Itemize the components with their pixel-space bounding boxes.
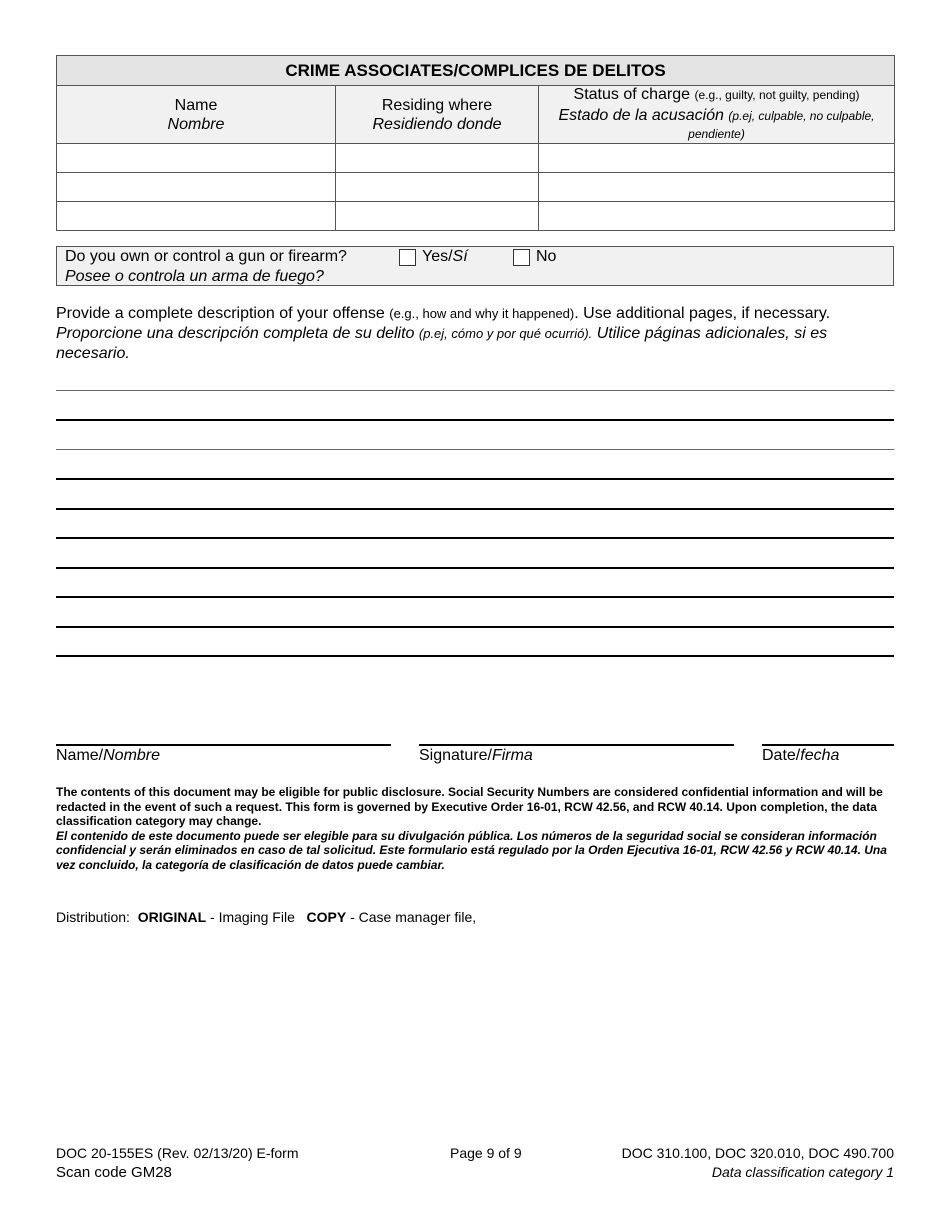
footer-right [622, 1144, 894, 1182]
associate-name-input[interactable] [57, 202, 335, 230]
table-row [57, 144, 895, 173]
firearm-question-box [56, 246, 894, 286]
associate-status-input[interactable] [539, 144, 894, 172]
distribution-line: Distribution: ORIGINAL - Imaging File COPY - Case manager file, [56, 909, 477, 925]
signature-line[interactable] [419, 744, 734, 746]
table-row [57, 173, 895, 202]
column-header-residing: Residing where Residiendo donde [336, 86, 539, 144]
firearm-question-spanish: Posee o controla un arma de fuego? [65, 268, 324, 285]
firearm-no-option[interactable]: No [513, 248, 556, 266]
associate-name-input[interactable] [57, 173, 335, 201]
form-page [56, 55, 894, 925]
associate-residing-input[interactable] [336, 202, 538, 230]
name-label: Name/Nombre [56, 747, 161, 764]
column-header-status: Status of charge (e.g., guilty, not guilty, pending) Estado de la acusación (p.ej, culpable, no culpable, pendiente) [539, 86, 895, 144]
column-header-name: Name Nombre [57, 86, 336, 144]
associate-residing-input[interactable] [336, 173, 538, 201]
writing-line[interactable] [56, 655, 894, 657]
offense-description-prompt [56, 304, 894, 364]
name-signature-line[interactable] [56, 744, 391, 746]
associate-name-input[interactable] [57, 144, 335, 172]
no-checkbox[interactable] [513, 249, 530, 266]
notice-spanish: El contenido de este documento puede ser elegible para su divulgación pública. Los números de la seguridad social se consideran información confidencial y serán eliminados en caso de tal solicitud. Este formulario está regulado por la Orden Ejecutiva 16-01, RCW 42.56 y RCW 40.14. Una vez concluido, la categoría de clasificación de datos puede cambiar. [56, 828, 887, 872]
date-label: Date/fecha [762, 747, 840, 764]
writing-line[interactable] [56, 508, 894, 510]
notice-english: The contents of this document may be eligible for public disclosure. Social Security Numbers are considered confidential information and will be redacted in the event of such a request. This form is governed by Executive Order 16-01, RCW 42.56, and RCW 40.14. Upon completion, the data classification category may change. [56, 785, 883, 828]
page-number: Page 9 of 9 [450, 1145, 522, 1161]
policy-numbers: DOC 310.100, DOC 320.010, DOC 490.700 [621, 1145, 894, 1161]
data-classification: Data classification category 1 [711, 1164, 894, 1180]
writing-line[interactable] [56, 449, 894, 450]
associate-status-input[interactable] [539, 173, 894, 201]
yes-checkbox[interactable] [399, 249, 416, 266]
scan-code: Scan code GM28 [56, 1164, 172, 1181]
date-signature-line[interactable] [762, 744, 894, 746]
form-id: DOC 20-155ES (Rev. 02/13/20) E-form [56, 1145, 299, 1161]
writing-line[interactable] [56, 626, 894, 628]
crime-associates-table [56, 55, 895, 231]
firearm-question-english: Do you own or control a gun or firearm? [65, 248, 347, 265]
writing-line[interactable] [56, 537, 894, 539]
prompt-english: Provide a complete description of your offense (e.g., how and why it happened). Use additional pages, if necessary. [56, 305, 831, 322]
firearm-yes-option[interactable]: Yes/ Sí [399, 248, 468, 266]
writing-line[interactable] [56, 390, 894, 391]
table-title: CRIME ASSOCIATES/COMPLICES DE DELITOS [57, 56, 895, 86]
writing-line[interactable] [56, 596, 894, 598]
associate-status-input[interactable] [539, 202, 894, 230]
prompt-spanish: Proporcione una descripción completa de su delito (p.ej, cómo y por qué ocurrió). Utilice páginas adicionales, si es necesario. [56, 325, 828, 362]
table-row [57, 202, 895, 231]
writing-line[interactable] [56, 419, 894, 421]
associate-residing-input[interactable] [336, 144, 538, 172]
writing-line[interactable] [56, 567, 894, 569]
signature-label: Signature/Firma [419, 747, 533, 764]
disclosure-notice [56, 785, 894, 872]
writing-line[interactable] [56, 478, 894, 480]
footer-left [56, 1144, 299, 1182]
